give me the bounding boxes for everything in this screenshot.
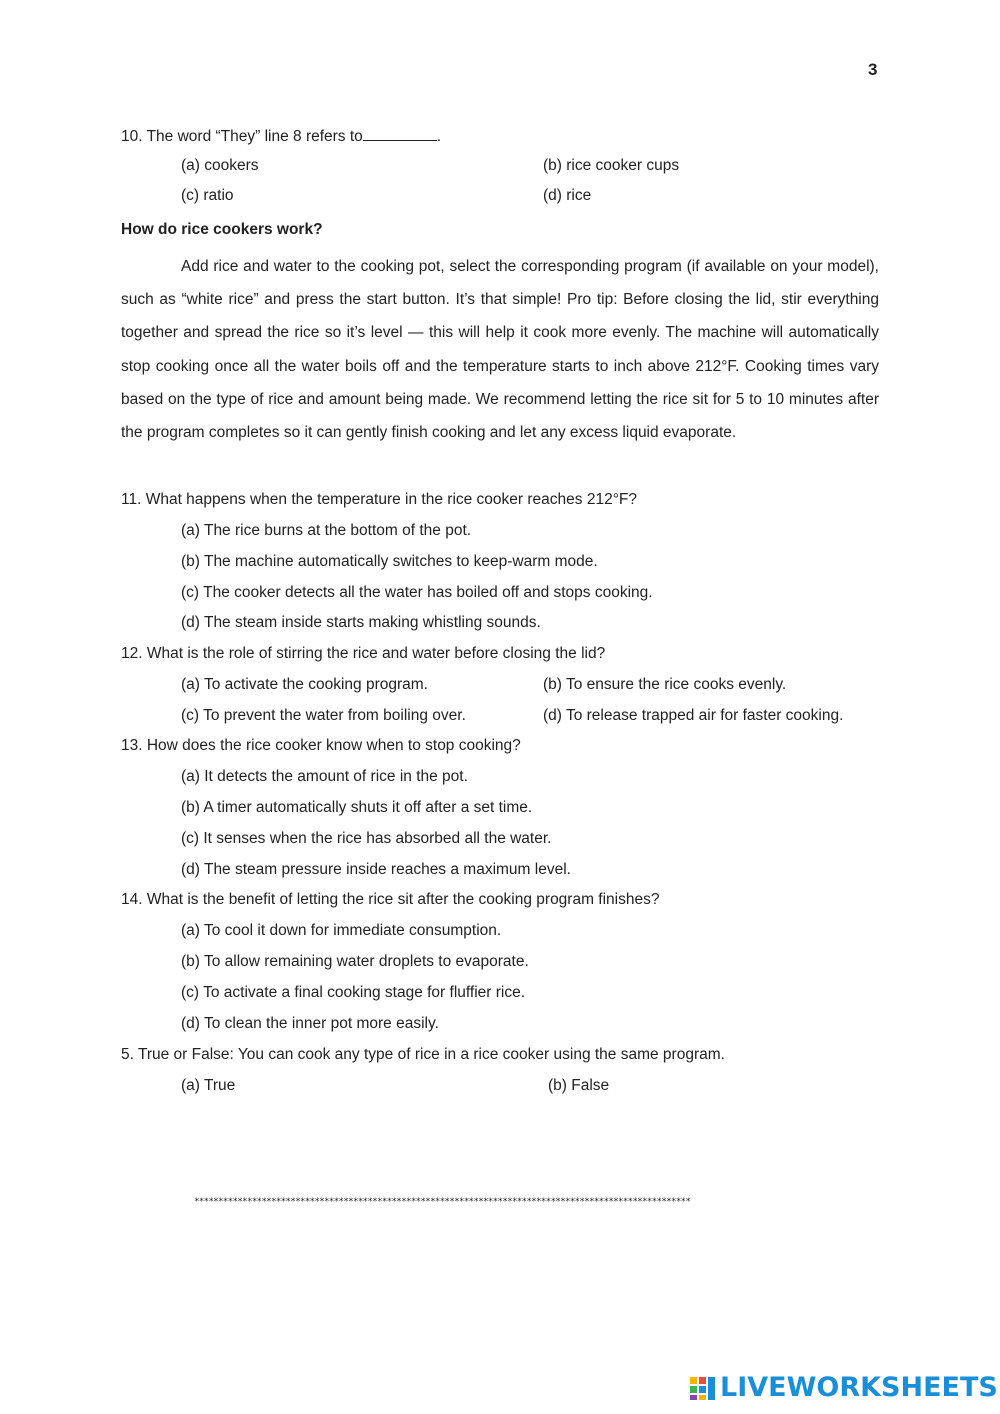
question-10-period: .: [436, 128, 442, 145]
asterisk-divider: *******************************************************************************************************: [194, 1197, 691, 1207]
question-10-option-d[interactable]: (d) rice: [543, 187, 592, 204]
question-15-option-a[interactable]: (a) True: [181, 1077, 236, 1094]
question-13-option-d[interactable]: (d) The steam pressure inside reaches a maximum level.: [181, 861, 571, 878]
question-15-option-b[interactable]: (b) False: [548, 1077, 610, 1094]
question-13-stem: 13. How does the rice cooker know when to stop cooking?: [121, 737, 521, 754]
question-13-option-a[interactable]: (a) It detects the amount of rice in the pot.: [181, 768, 468, 785]
question-14-option-c[interactable]: (c) To activate a final cooking stage for fluffier rice.: [181, 984, 526, 1001]
question-10-option-c[interactable]: (c) ratio: [181, 187, 234, 204]
question-11-option-d[interactable]: (d) The steam inside starts making whistling sounds.: [181, 614, 541, 631]
reading-passage: Add rice and water to the cooking pot, select the corresponding program (if available on your model), such as “white rice” and press the start button. It’s that simple! Pro tip: Before closing the lid, stir everything together and spread the rice so it’s level — this will help it cook more evenly. The machine will automatically stop cooking once all the water boils off and the temperature starts to inch above 212°F. Cooking times vary based on the type of rice and amount being made. We recommend letting the rice sit for 5 to 10 minutes after the program completes so it can gently finish cooking and let any excess liquid evaporate.: [121, 258, 879, 442]
answer-blank: [363, 126, 437, 141]
question-13-option-b[interactable]: (b) A timer automatically shuts it off after a set time.: [181, 799, 533, 816]
question-12-option-b[interactable]: (b) To ensure the rice cooks evenly.: [543, 676, 787, 693]
question-10-text: 10. The word “They” line 8 refers to: [121, 128, 363, 145]
question-12-stem: 12. What is the role of stirring the rice and water before closing the lid?: [121, 645, 606, 662]
liveworksheets-logo-icon: [690, 1375, 716, 1401]
question-11-option-c[interactable]: (c) The cooker detects all the water has boiled off and stops cooking.: [181, 584, 653, 601]
question-15-stem: 5. True or False: You can cook any type of rice in a rice cooker using the same program.: [121, 1046, 725, 1063]
question-11-stem: 11. What happens when the temperature in the rice cooker reaches 212°F?: [121, 491, 637, 508]
question-14-stem: 14. What is the benefit of letting the rice sit after the cooking program finishes?: [121, 891, 660, 908]
question-12-option-d[interactable]: (d) To release trapped air for faster cooking.: [543, 707, 844, 724]
page-number: 3: [868, 60, 878, 79]
liveworksheets-logo[interactable]: [690, 1372, 998, 1403]
logo-text: LIVEWORKSHEETS: [720, 1372, 998, 1403]
section-heading: How do rice cookers work?: [121, 221, 323, 238]
question-12-option-a[interactable]: (a) To activate the cooking program.: [181, 676, 428, 693]
question-10-option-a[interactable]: (a) cookers: [181, 157, 259, 174]
question-13-option-c[interactable]: (c) It senses when the rice has absorbed all the water.: [181, 830, 552, 847]
question-12-option-c[interactable]: (c) To prevent the water from boiling over.: [181, 707, 466, 724]
question-14-option-a[interactable]: (a) To cool it down for immediate consumption.: [181, 922, 502, 939]
question-14-option-b[interactable]: (b) To allow remaining water droplets to evaporate.: [181, 953, 529, 970]
question-11-option-b[interactable]: (b) The machine automatically switches to keep-warm mode.: [181, 553, 598, 570]
question-10-option-b[interactable]: (b) rice cooker cups: [543, 157, 680, 174]
question-10-stem: [121, 126, 441, 146]
question-11-option-a[interactable]: (a) The rice burns at the bottom of the pot.: [181, 522, 472, 539]
question-14-option-d[interactable]: (d) To clean the inner pot more easily.: [181, 1015, 439, 1032]
